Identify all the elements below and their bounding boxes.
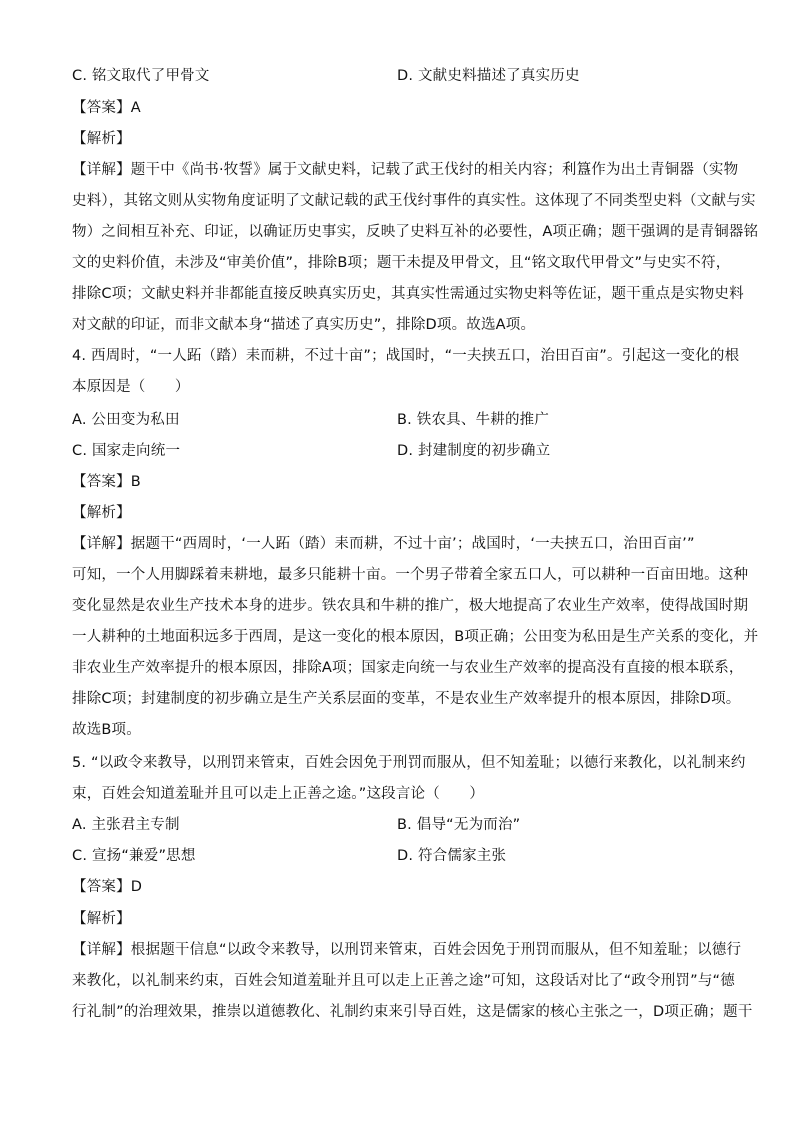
q3-detail-line: 排除C项；文献史料并非都能直接反映真实历史，其真实性需通过实物史料等佐证，题干重点是实物史料 [72,286,744,302]
q4-option-d: D. 封建制度的初步确立 [397,443,551,459]
q3-option-d: D. 文献史料描述了真实历史 [397,68,580,84]
q4-option-a: A. 公田变为私田 [72,412,180,428]
q5-analysis-label: 【解析】 [72,911,131,927]
q4-answer: 【答案】B [72,474,141,490]
q4-stem-line: 4. 西周时，“一人跖（踏）耒而耕，不过十亩”；战国时，“一夫挟五口，治田百亩”。引起这一变化的根 [72,348,740,364]
q3-detail-line: 文的史料价值，未涉及“审美价值”，排除B项；题干未提及甲骨文，且“铭文取代甲骨文”与史实不符， [72,255,731,271]
q4-detail-line: 可知，一个人用脚踩着耒耕地，最多只能耕十亩。一个男子带着全家五口人，可以耕种一百亩田地。这种 [72,567,749,583]
q4-detail-line: 排除C项；封建制度的初步确立是生产关系层面的变革，不是农业生产效率提升的根本原因，排除D项。 [72,691,741,707]
q4-stem-line: 本原因是（ ） [72,379,190,395]
q3-detail-line: 物）之间相互补充、印证，以确证历史事实，反映了史料互补的必要性，A项正确；题干强调的是青铜器铭 [72,224,759,240]
q4-detail-line: 变化显然是农业生产技术本身的进步。铁农具和牛耕的推广，极大地提高了农业生产效率，使得战国时期 [72,598,749,614]
q4-option-b: B. 铁农具、牛耕的推广 [397,412,550,428]
q4-detail-line: 非农业生产效率提升的根本原因，排除A项；国家走向统一与农业生产效率的提高没有直接的根本联系， [72,660,744,676]
q5-detail-line: 行礼制”的治理效果，推崇以道德教化、礼制约束来引导百姓，这是儒家的核心主张之一，D项正确；题干 [72,1004,753,1020]
q3-detail-line: 对文献的印证，而非文献本身“描述了真实历史”，排除D项。故选A项。 [72,317,536,333]
q5-stem-line: 束，百姓会知道羞耻并且可以走上正善之途。”这段言论（ ） [72,786,485,802]
q5-option-c: C. 宣扬“兼爱”思想 [72,848,196,864]
q4-option-c: C. 国家走向统一 [72,443,181,459]
q5-answer: 【答案】D [72,879,143,895]
q4-detail-line: 故选B项。 [72,722,141,738]
q5-option-a: A. 主张君主专制 [72,817,180,833]
q5-detail-line: 来教化，以礼制来约束，百姓会知道羞耻并且可以走上正善之途”可知，这段话对比了“政令刑罚”与“德 [72,973,735,989]
q5-option-d: D. 符合儒家主张 [397,848,507,864]
q3-detail-line: 史料），其铭文则从实物角度证明了文献记载的武王伐纣事件的真实性。这体现了不同类型史料（文献与实 [72,193,756,209]
q3-detail-line: 【详解】题干中《尚书·牧誓》属于文献史料，记载了武王伐纣的相关内容；利簋作为出土青铜器（实物 [72,162,739,178]
q3-analysis-label: 【解析】 [72,131,131,147]
q3-option-c: C. 铭文取代了甲骨文 [72,68,210,84]
q4-detail-line: 【详解】据题干“西周时，‘一人跖（踏）耒而耕，不过十亩’；战国时，‘一夫挟五口，治田百亩’” [72,536,695,552]
q3-answer: 【答案】A [72,100,141,116]
q5-detail-line: 【详解】根据题干信息“以政令来教导，以刑罚来管束，百姓会因免于刑罚而服从，但不知羞耻；以德行 [72,942,742,958]
q5-stem-line: 5. “以政令来教导，以刑罚来管束，百姓会因免于刑罚而服从，但不知羞耻；以德行来教化，以礼制来约 [72,755,746,771]
q4-detail-line: 一人耕种的土地面积远多于西周，是这一变化的根本原因，B项正确；公田变为私田是生产关系的变化，并 [72,629,759,645]
q5-option-b: B. 倡导“无为而治” [397,817,521,833]
q4-analysis-label: 【解析】 [72,505,131,521]
